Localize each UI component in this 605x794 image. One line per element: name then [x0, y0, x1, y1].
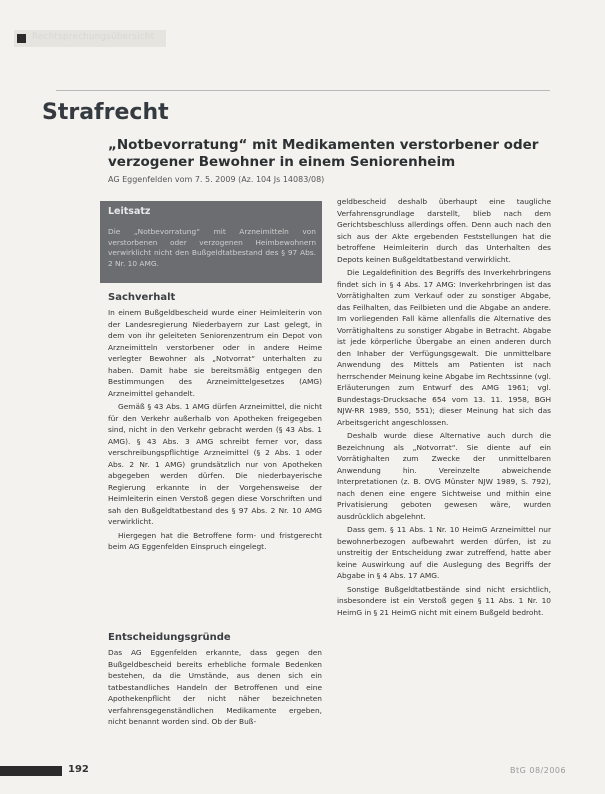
top-divider	[56, 90, 550, 91]
paragraph: In einem Bußgeldbescheid wurde einer Heimleiterin von der Landesregierung Niederbayern zur Last gelegt, in dem von ihr geleiteten Seniorenzentrum ein Depot von Arzneimitteln verstorbener oder in andere Heime verlegter Bewohner als „Notvorrat“ unterhalten zu haben. Damit habe sie bereitsmäßig entgegen den Bestimmungen des Arzneimittelgesetzes (AMG) Arzneimittel gehandelt.	[108, 308, 322, 398]
entscheidung-heading: Entscheidungsgründe	[108, 632, 231, 643]
paragraph: Hiergegen hat die Betroffene form- und fristgerecht beim AG Eggenfelden Einspruch eingelegt.	[108, 530, 322, 551]
section-title: Strafrecht	[42, 100, 169, 125]
case-citation: AG Eggenfelden vom 7. 5. 2009 (Az. 104 Js 14083/08)	[108, 175, 325, 184]
entscheidung-body	[108, 647, 322, 730]
sachverhalt-body	[108, 307, 322, 555]
leitsatz-text: Die „Notbevorratung“ mit Arzneimitteln von verstorbenen oder verzogenen Heimbewohnern verwirklicht nicht den Bußgeldtatbestand des § 97 Abs. 2 Nr. 10 AMG.	[108, 227, 316, 268]
paragraph: Das AG Eggenfelden erkannte, dass gegen den Bußgeldbescheid bereits erhebliche formale Bedenken bestehen, da die Umstände, aus denen sich ein tatbestandliches Handeln der Betroffenen und eine Apothekenpflicht der nicht näher bezeichneten verfahrensgegenständlichen Medikamente ergeben, nicht benannt worden sind. Ob der Buß-	[108, 648, 322, 726]
paragraph: Die Legaldefinition des Begriffs des Inverkehrbringens findet sich in § 4 Abs. 17 AMG: Inverkehrbringen ist das Vorrätighalten zum Verkauf oder zu sonstiger Abgabe, das Feilhalten, das Feilbieten und die Abgabe an andere. Im vorliegenden Fall käme allenfalls die Alternative des Vorrätighaltens zu sonstiger Abgabe in Betracht. Abgabe ist jede körperliche Übergabe an einen anderen durch den Inhaber der Verfügungsgewalt. Die unmittelbare Anwendung des Mittels am Patienten ist nach herrschender Meinung keine Abgabe im Rechtssinne (vgl. Erläuterungen zum Entwurf des AMG 1961; vgl. Bundestags-Drucksache 654 vom 13. 11. 1958, BGH NJW-RR 1989, 550, 551); dieser Meinung hat sich das Arbeitsgericht angeschlossen.	[337, 268, 551, 427]
paragraph: geldbescheid deshalb überhaupt eine taugliche Verfahrensgrundlage darstellt, blieb nach dem Gerichtsbeschluss allerdings offen. Denn auch nach den sich aus der Akte ergebenden Feststellungen hat die betroffene Heimleiterin durch das Unterhalten des Depots keinen Bußgeldtatbestand verwirklicht.	[337, 197, 551, 264]
paragraph: Gemäß § 43 Abs. 1 AMG dürfen Arzneimittel, die nicht für den Verkehr außerhalb von Apotheken freigegeben sind, nicht in den Verkehr gebracht werden (§ 43 Abs. 1 AMG). § 43 Abs. 3 AMG schreibt ferner vor, dass verschreibungspflichtige Arzneimittel (§ 2 Abs. 1 oder Abs. 2 Nr. 1 AMG) grundsätzlich nur von Apotheken abgegeben werden dürfen. Die niederbayerische Regierung erkannte in der Vorgehensweise der Heimleiterin einen Verstoß gegen diese Vorschriften und sah den Bußgeldtatbestand des § 97 Abs. 2 Nr. 10 AMG verwirklicht.	[108, 402, 322, 526]
article-headline: „Notbevorratung“ mit Medikamenten verstorbener oder verzogener Bewohner in einem Seniorenheim	[108, 137, 539, 170]
journal-issue: BtG 08/2006	[510, 766, 567, 775]
paragraph: Deshalb wurde diese Alternative auch durch die Bezeichnung als „Notvorrat“. Sie diente auf ein Vorrätighalten zum Zwecke der unmittelbaren Anwendung hin. Vereinzelte abweichende Interpretationen (z. B. OVG Münster NJW 1989, S. 792), nach denen eine engere Sichtweise und mithin eine Privatisierung geboten gewesen wäre, wurden ausdrücklich abgelehnt.	[337, 431, 551, 521]
right-column-body	[337, 196, 551, 620]
sachverhalt-heading: Sachverhalt	[108, 292, 176, 303]
page-number: 192	[68, 764, 89, 775]
footer-bar	[0, 766, 62, 776]
header-square-icon	[17, 34, 26, 43]
leitsatz-heading: Leitsatz	[108, 206, 151, 217]
paragraph: Sonstige Bußgeldtatbestände sind nicht ersichtlich, insbesondere ist ein Verstoß gegen § 11 Abs. 1 Nr. 10 HeimG in § 21 HeimG nicht mit einem Bußgeld bedroht.	[337, 584, 551, 617]
category-label: Rechtsprechungsübersicht	[32, 32, 155, 42]
paragraph: Dass gem. § 11 Abs. 1 Nr. 10 HeimG Arzneimittel nur bewohnerbezogen aufbewahrt werden dürfen, ist zu unstreitig der Entscheidung zwar zutreffend, hatte aber keine Auswirkung auf die Auslegung des Begriffs der Abgabe in § 4 Abs. 17 AMG.	[337, 525, 551, 580]
